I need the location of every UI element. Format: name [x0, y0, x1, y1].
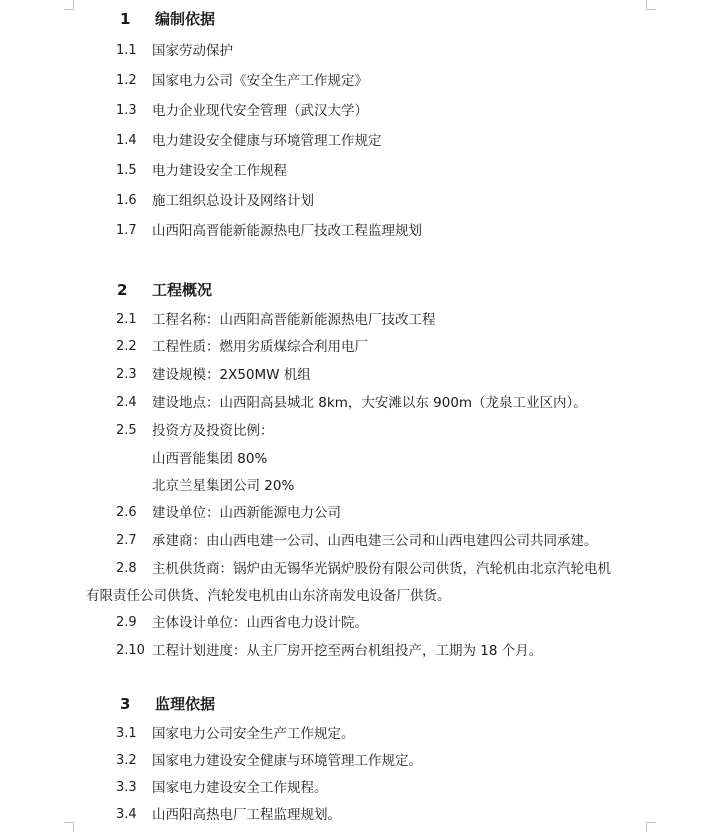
item-text: 主体设计单位：山西省电力设计院。 [152, 615, 368, 631]
item-text: 电力企业现代安全管理（武汉大学） [152, 103, 368, 119]
page-corner-mark [646, 0, 656, 10]
item-text: 投资方及投资比例： [152, 423, 274, 439]
item-number: 2.6 [116, 505, 137, 520]
item-number: 2.2 [116, 339, 137, 354]
item-number: 1.3 [116, 103, 137, 118]
item-number: 1.7 [116, 223, 137, 238]
item-number: 1.4 [116, 133, 137, 148]
item-text: 主机供货商：锅炉由无锡华光锅炉股份有限公司供货，汽轮机由北京汽轮电机 [152, 561, 611, 577]
item-number: 3.2 [116, 753, 137, 768]
item-text: 山西晋能集团 80% [152, 451, 268, 467]
item-text: 建设规模：2X50MW 机组 [152, 367, 311, 383]
item-number: 1.2 [116, 73, 137, 88]
item-number: 1.1 [116, 43, 137, 58]
item-number: 2.4 [116, 395, 137, 410]
item-text: 电力建设安全工作规程 [152, 163, 287, 179]
item-text: 国家电力公司《安全生产工作规定》 [152, 73, 368, 89]
item-text: 国家电力建设安全健康与环境管理工作规定。 [152, 753, 422, 769]
item-number: 3.4 [116, 807, 137, 822]
item-text: 工程名称：山西阳高晋能新能源热电厂技改工程 [152, 312, 436, 328]
item-number: 2.7 [116, 533, 137, 548]
item-number: 2.1 [116, 312, 137, 327]
item-number: 2.5 [116, 423, 137, 438]
item-number: 3.1 [116, 726, 137, 741]
item-number: 1.5 [116, 163, 137, 178]
section-title: 编制依据 [155, 10, 216, 28]
item-text: 国家劳动保护 [152, 43, 233, 59]
item-number: 1.6 [116, 193, 137, 208]
item-number: 2.9 [116, 615, 137, 630]
item-text: 工程性质：燃用劣质煤综合利用电厂 [152, 339, 368, 355]
item-number: 3.3 [116, 780, 137, 795]
section-number: 2 [117, 281, 128, 299]
item-number: 2.3 [116, 367, 137, 382]
item-text: 国家电力建设安全工作规程。 [152, 780, 328, 796]
section-title: 监理依据 [155, 695, 216, 713]
item-text: 建设单位：山西新能源电力公司 [152, 505, 341, 521]
item-text: 工程计划进度：从主厂房开挖至两台机组投产，工期为 18 个月。 [152, 643, 543, 659]
page-corner-mark [64, 0, 74, 10]
item-text: 建设地点：山西阳高县城北 8km，大安滩以东 900m（龙泉工业区内）。 [152, 395, 587, 411]
item-number: 2.8 [116, 561, 137, 576]
item-number: 2.10 [116, 643, 145, 658]
item-text: 国家电力公司安全生产工作规定。 [152, 726, 355, 742]
item-text: 电力建设安全健康与环境管理工作规定 [152, 133, 382, 149]
section-title: 工程概况 [152, 281, 213, 299]
section-number: 3 [120, 695, 131, 713]
item-text: 承建商：由山西电建一公司、山西电建三公司和山西电建四公司共同承建。 [152, 533, 598, 549]
item-text: 北京兰星集团公司 20% [152, 478, 295, 494]
item-text: 施工组织总设计及网络计划 [152, 193, 314, 209]
item-text: 山西阳高热电厂工程监理规划。 [152, 807, 341, 823]
section-number: 1 [120, 10, 131, 28]
item-text: 山西阳高晋能新能源热电厂技改工程监理规划 [152, 223, 422, 239]
item-text: 有限责任公司供货、汽轮发电机由山东济南发电设备厂供货。 [86, 588, 451, 604]
